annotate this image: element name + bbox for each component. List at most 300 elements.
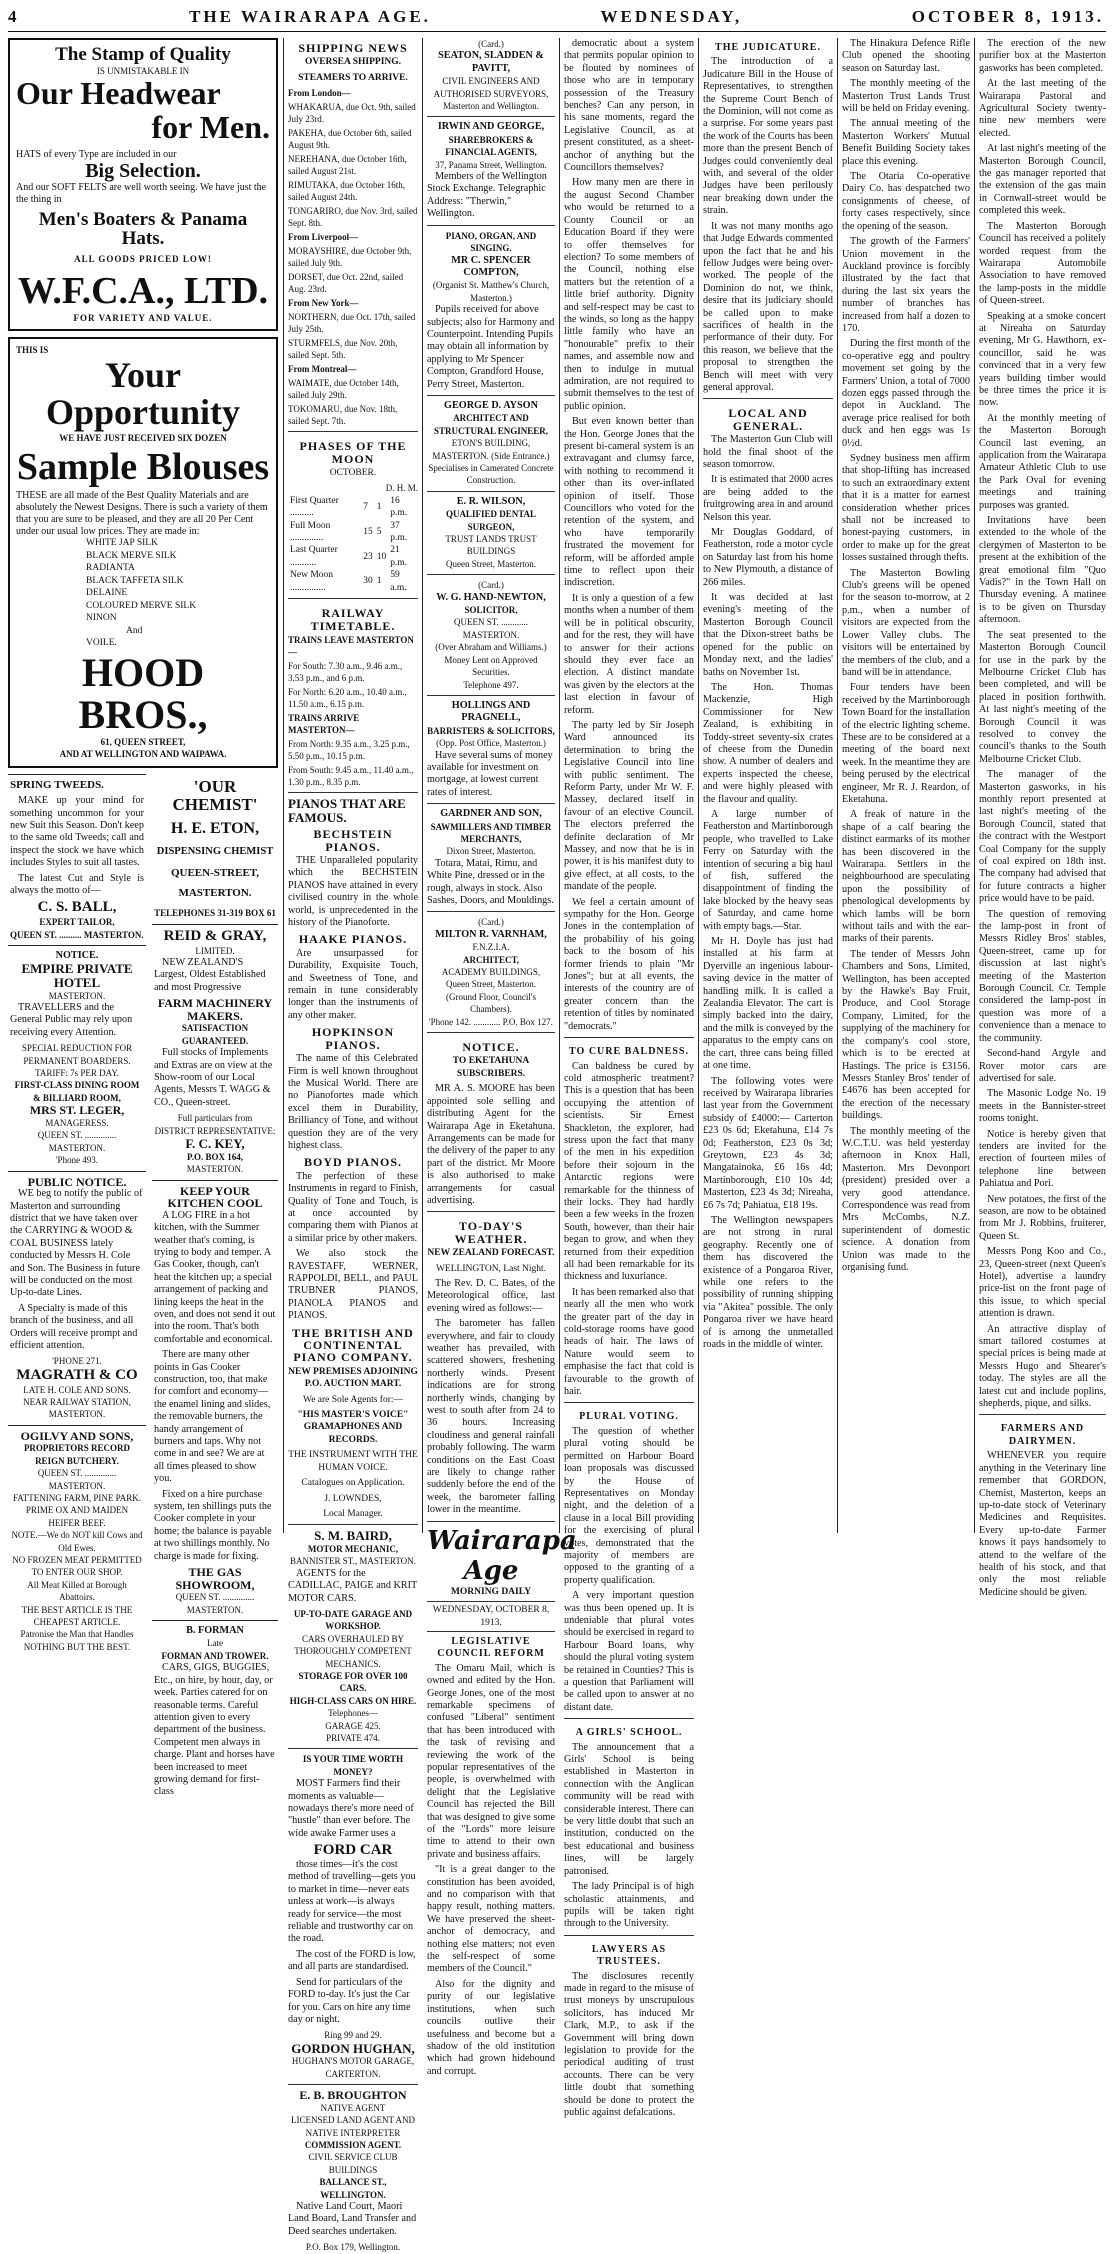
column-rule bbox=[837, 38, 838, 1533]
article-lawyers bbox=[564, 1935, 694, 2120]
table-cell: 23 bbox=[363, 551, 373, 562]
ad-brand: S. M. BAIRD, bbox=[314, 1528, 392, 1544]
list-item: WAIMATE, due October 14th, sailed July 29th. bbox=[288, 378, 399, 401]
ad-text: And our SOFT FELTS are well worth seeing. We have just the the thing in bbox=[16, 181, 267, 205]
card-text: 'Phone 142. ............ P.O. Box 127. bbox=[429, 1016, 553, 1027]
article-paragraph: The annual meeting of the Masterton Workers' Mutual Benefit Building Society takes place this evening. bbox=[842, 118, 970, 167]
article-baldness bbox=[564, 1037, 694, 1398]
table-cell: New Moon ............... bbox=[290, 570, 334, 593]
ad-text: NATIVE AGENT bbox=[320, 2102, 386, 2113]
table-cell: First Quarter .......... bbox=[290, 495, 339, 519]
card-text: PIANO, ORGAN, AND SINGING. bbox=[445, 230, 537, 254]
article-paragraph: Also for the dignity and purity of our legislative institutions, when such councils outlive their usefulness and become but a shadow of the old institution which had grown hidebound and corrupt. bbox=[427, 1978, 555, 2077]
article-paragraph: The introduction of a Judicature Bill in the House of Representatives, to strengthen the Supreme Court Bench of the Dominion, will not come as a surprise. For some years past the work of the Courts has been more than the present Bench of Judges could conveniently deal with, and several of the older Judges have been perilously near breaking down under the strain. bbox=[703, 56, 833, 217]
card-text: ARCHITECT AND STRUCTURAL ENGINEER, bbox=[433, 413, 549, 436]
article-paragraph: Sydney business men affirm that shop-lifting has increased to such an extraordinary extent that it is a matter for earnest consideration whether prices shall not be increased to honest-paying customers, in order to make up for the great losses sustained through thefts. bbox=[842, 453, 970, 564]
section-title: NOTICE. bbox=[462, 1040, 520, 1055]
masthead-date: OCTOBER 8, 1913. bbox=[911, 7, 1104, 26]
ad-text: WE beg to notify the public of Masterton and surrounding district that we have taken over the CARRYING & WOOD & COAL BUSINESS lately conducted by Messrs H. Cole and Son. The Business in future will be conducted on the most Up-to-date Lines. bbox=[10, 1188, 143, 1299]
card-text: (Organist St. Matthew's Church, Masterton.) bbox=[432, 280, 550, 303]
article-paragraph: The announcement that a Girls' School is being established in Masterton in connection with the Anglican community will be read with considerable interest. There can be very little doubt that such an institution, conducted on the best educational and business lines, will be largely patronised. bbox=[564, 1741, 694, 1877]
column-6 bbox=[703, 38, 833, 1533]
list-item: NEREHANA, due October 16th, sailed August 21st. bbox=[288, 154, 407, 177]
card-text: Telephone 497. bbox=[463, 679, 519, 690]
list-item: BLACK MERVE SILK bbox=[86, 550, 177, 561]
column-7 bbox=[842, 38, 970, 1533]
ad-reid-gray bbox=[152, 924, 278, 1180]
ad-headline: Your Opportunity bbox=[45, 354, 241, 433]
list-item: NINON bbox=[86, 613, 117, 624]
ad-text: PROPRIETORS RECORD REIGN BUTCHERY. bbox=[23, 1443, 131, 1466]
card-text: (Opp. Post Office, Masterton.) bbox=[436, 738, 546, 749]
card-irwin-george bbox=[427, 116, 555, 220]
card-text: ARCHITECT, bbox=[462, 954, 520, 965]
masthead-title: THE WAIRARAPA AGE. bbox=[189, 7, 431, 26]
ad-text: MASTERTON. bbox=[186, 1164, 244, 1175]
section-subtitle: TO EKETAHUNA SUBSCRIBERS. bbox=[452, 1056, 530, 1079]
card-text: ACADEMY BUILDINGS, bbox=[441, 967, 541, 978]
article-paragraph: Mr Douglas Goddard, of Featherston, rode a motor cycle on Saturday last from his home to New Plymouth, a distance of 266 miles. bbox=[703, 527, 833, 588]
ad-text: FATTENING FARM, PINE PARK. bbox=[12, 1492, 142, 1503]
table-cell: 1 bbox=[376, 502, 382, 513]
section-subtitle: OCTOBER. bbox=[329, 468, 377, 479]
ad-headline: for Men. bbox=[151, 108, 270, 145]
card-varnham bbox=[427, 911, 555, 1028]
ad-text: LICENSED LAND AGENT AND NATIVE INTERPRETER bbox=[290, 2115, 416, 2138]
moon-table bbox=[288, 495, 418, 594]
ad-text: MAKE up your mind for something uncommon for your new Suit this Season. Don't keep to the same old Tweeds; call and inspect the stock we have which includes Styles to suit all tastes. bbox=[10, 795, 144, 869]
ad-text: The perfection of these Instruments in regard to Finish, Quality of Tone and Touch, is at once accounted by comparing them with Pianos at a similar price by other makers. bbox=[288, 1170, 418, 1244]
section-title: SHIPPING NEWS bbox=[298, 41, 408, 55]
ad-headline: KEEP YOUR KITCHEN COOL bbox=[167, 1183, 263, 1211]
ad-text: TARIFF: 7s PER DAY. bbox=[35, 1068, 119, 1079]
article-paragraph: Second-hand Argyle and Rover motor cars are advertised for sale. bbox=[979, 1048, 1106, 1084]
card-text: F.N.Z.I.A. bbox=[472, 942, 510, 953]
card-name: GEORGE D. AYSON bbox=[444, 399, 538, 411]
weather-report bbox=[427, 1211, 555, 1516]
article-paragraph: Notice is hereby given that tenders are invited for the erection of fourteen miles of telephone line between Pahiatua and Pori. bbox=[979, 1128, 1106, 1190]
ad-text: PRIVATE 474. bbox=[326, 1733, 380, 1744]
section-title: THE JUDICATURE. bbox=[715, 42, 821, 53]
ad-text: FIRST-CLASS DINING ROOM & BILLIARD ROOM, bbox=[14, 1080, 140, 1103]
ad-text: GARAGE 425. bbox=[325, 1720, 381, 1731]
list-item: DELAINE bbox=[86, 588, 128, 599]
card-text: Totara, Matai, Rimu, and White Pine, dressed or in the rough, always in stock. Also Sashes, Doors, and Mouldings. bbox=[427, 857, 554, 906]
list-item: RIMUTAKA, due October 16th, sailed August 24th. bbox=[288, 180, 406, 203]
section-title: FARMERS AND DAIRYMEN. bbox=[1000, 1423, 1085, 1447]
list-item: STURMFELS, due Nov. 20th, sailed Sept. 5th. bbox=[288, 338, 398, 361]
ad-text: COMMISSION AGENT. bbox=[304, 2140, 402, 2150]
table-row bbox=[288, 495, 418, 520]
ad-text: BANNISTER ST., MASTERTON. bbox=[290, 1556, 416, 1567]
ad-brand: C. S. BALL, bbox=[37, 899, 117, 916]
ad-text: P.O. Box 179, Wellington. bbox=[305, 2242, 401, 2253]
card-hand-newton bbox=[427, 574, 555, 691]
list-item: TOKOMARU, due Nov. 18th, sailed Sept. 7th. bbox=[288, 404, 398, 427]
notice-eketahuna bbox=[427, 1032, 555, 1207]
table-cell: Last Quarter ........... bbox=[290, 545, 338, 568]
ad-gas-showroom bbox=[152, 1180, 278, 1621]
card-seaton bbox=[427, 38, 555, 112]
article-girls-school bbox=[564, 1718, 694, 1931]
nameplate-title: Wairarapa Age bbox=[427, 1525, 577, 1586]
ad-headline: EMPIRE PRIVATE HOTEL bbox=[21, 961, 133, 990]
ad-headline: FARM MACHINERY MAKERS. bbox=[157, 996, 273, 1023]
ad-brand: THE BRITISH AND CONTINENTAL PIANO COMPANY. bbox=[292, 1325, 414, 1365]
table-cell: 16 p.m. bbox=[390, 495, 408, 519]
card-name: GARDNER AND SON, bbox=[440, 808, 542, 820]
article-paragraph: It was not many months ago that Judge Edwards commented upon the fact that he and his fellow Judges were being over-worked. The people of the Dominion do not, we think, desire that its judiciary should be called upon to make sacrifices of health in the performance of their duty. For this reason, we believe that the proposal to strengthen the Bench will meet with very general approval. bbox=[703, 220, 833, 393]
list-item: MORAYSHIRE, due October 9th, sailed July 9th. bbox=[288, 246, 412, 269]
card-text: Pupils received for above subjects; also for Harmony and Counterpoint. Intending Pupils may obtain all information by applying to Mr Spencer Compton, Grandford House, Perry Street, Masterton. bbox=[427, 304, 555, 390]
article-paragraph: The growth of the Farmers' Union movement in the Auckland province is forcibly illustrated by the fact that during the last six years the number of branches has increased from half a dozen to 170. bbox=[842, 236, 970, 334]
card-text: Queen Street, Masterton. bbox=[446, 558, 536, 569]
ad-text: MASTERTON. bbox=[178, 887, 252, 900]
ad-ogilvy bbox=[8, 1425, 146, 1658]
masthead bbox=[8, 4, 1104, 30]
ad-text: MOST Farmers find their moments as valuable—nowadays there's more need of "hustle" than ever before. The wide awake Farmer uses a bbox=[288, 1778, 414, 1839]
article-paragraph: Messrs Pong Koo and Co., 23, Queen-street (next Queen's Hotel), advertise a laundry price-list on the front page of this issue, to which special attention is drawn. bbox=[979, 1246, 1106, 1320]
ad-text: Ring 99 and 29. bbox=[324, 2030, 382, 2041]
ad-text: AND AT WELLINGTON AND WAIPAWA. bbox=[59, 749, 227, 760]
article-paragraph: Speaking at a smoke concert at Nireaha on Saturday evening, Mr G. Hawthorn, ex-councillor, said he was convinced that in a very few years building timber would be three times the price it is now. bbox=[979, 310, 1106, 409]
article-paragraph: WHENEVER you require anything in the Veterinary line remember that GORDON, Chemist, Masterton, keeps an up-to-date stock of Veterinary Medicines and Requisites. Every up-to-date Farmer knows it pays handsomely to attend to the welfare of the health of his stock, and that only the most reliable Medicine should be given. bbox=[979, 1450, 1106, 1598]
card-gardner bbox=[427, 803, 555, 907]
list-item: For South: 7.30 a.m., 9.46 a.m., 3.53 p.m., and 6 p.m. bbox=[288, 660, 403, 683]
ad-text: The name of this Celebrated Firm is well known throughout the Musical World. There are no Pianofortes made which excel them in Durability, Brilliancy of Tone, and without question they are of the very highest class. bbox=[288, 1053, 418, 1151]
ad-text: DISTRICT REPRESENTATIVE: bbox=[154, 1125, 276, 1136]
table-cell: 15 bbox=[363, 526, 373, 537]
article-paragraph: At last night's meeting of the Masterton Borough Council, the gas manager reported that the extension of the gas main in Cornwall-street would be completed this week. bbox=[979, 143, 1106, 217]
ad-headline: 'OUR CHEMIST' bbox=[172, 776, 258, 814]
article-paragraph: At the monthly meeting of the Masterton Borough Council last evening, an application from the Wairarapa Amateur Athletic Club to use the Park Oval for evening meetings and training purposes was granted. bbox=[979, 412, 1106, 511]
ad-text: NOTICE. bbox=[55, 949, 99, 961]
article-paragraph: The question of removing the lamp-post in front of Messrs Ridley Bros' stables, Queen-street, came up for discussion at last night's meeting of the Masterton Borough Council. Cr. Temple considered the lamp-post in question was more of a convenience than a menace to the community. bbox=[979, 908, 1106, 1044]
article-judicature bbox=[703, 42, 833, 394]
ad-eton-chemist bbox=[152, 774, 278, 924]
section-subtitle: OVERSEA SHIPPING. bbox=[304, 57, 402, 68]
ad-text: A Specialty is made of this branch of the business, and all Orders will receive prompt and efficient attention. bbox=[10, 1302, 138, 1351]
list-item: TONGARIRO, due Nov. 3rd, sailed Sept. 8th. bbox=[288, 206, 418, 229]
ad-subhead: BOYD PIANOS. bbox=[303, 1155, 402, 1170]
section-title: PLURAL VOTING. bbox=[579, 1411, 679, 1423]
ad-text: UP-TO-DATE GARAGE AND WORKSHOP. bbox=[293, 1608, 413, 1632]
ad-text: HIGH-CLASS CARS ON HIRE. bbox=[289, 1695, 417, 1706]
card-text: QUEEN ST. ............ MASTERTON. bbox=[453, 617, 529, 640]
ad-text: TRAVELLERS and the General Public may rely upon receiving every Attention. bbox=[10, 1002, 133, 1038]
ad-headline: Big Selection. bbox=[85, 159, 201, 182]
table-cell: 7 bbox=[363, 502, 369, 513]
article-paragraph: During the first month of the co-operative egg and poultry movement set going by the Farmers' Union, a total of 7000 dozen eggs passed through the depot in Auckland. The average price realised for both duck and hen eggs was 1s 0½d. bbox=[842, 338, 970, 449]
article-paragraph: The tender of Messrs John Chambers and Sons, Limited, Wellington, has been accepted by the Hawke's Bay Fruit, Produce, and Cool Storage Company, Limited, for the supplying of the machinery for the company's cool store, which is to be erected at Hastings. The price is £3156. Messrs Stanley Bros' tender of £4676 has been accepted for the erection of the necessary buildings. bbox=[842, 948, 970, 1122]
ad-hood-bros bbox=[8, 337, 278, 768]
ad-text: ALL GOODS PRICED LOW! bbox=[74, 254, 212, 265]
col1-right-stack bbox=[152, 774, 278, 1806]
list-item: COLOURED MERVE SILK bbox=[86, 600, 197, 611]
ad-headline: SPRING TWEEDS. bbox=[10, 778, 104, 791]
card-text: (Ground Floor, Council's Chambers). bbox=[445, 991, 536, 1015]
table-cell: Full Moon .............. bbox=[290, 520, 331, 544]
article-paragraph: MR A. S. MOORE has been appointed sole selling and distributing Agent for the Wairarapa Age in Eketahuna. Arrangements can be made for the delivery of the paper to any part of the district. Mr Moore is also authorised to make arrangements for casual advertising. bbox=[427, 1083, 555, 1206]
article-paragraph: New potatoes, the first of the season, are now to be obtained from Mr J. Robbins, fruiterer, Queen St. bbox=[979, 1193, 1106, 1242]
shipping-origin: From London— bbox=[288, 88, 351, 99]
paper-nameplate bbox=[427, 1521, 577, 1632]
list-item: From North: 9.35 a.m., 3.25 p.m., 5.50 p.m., 10.15 p.m. bbox=[288, 738, 410, 761]
ad-text: CIVIL SERVICE CLUB BUILDINGS bbox=[308, 2152, 398, 2175]
article-paragraph: A freak of nature in the shape of a calf bearing the distinct earmarks of its mother has been discovered in the Wairarapa. Settlers in the neighbourhood are speculating upon the possibility of phenological developments by which lambs will be born without tails and with the ear-marks of their parents. bbox=[842, 809, 970, 945]
article-paragraph: It is only a question of a few months when a number of them will be in political obscurity, and for the rest, they will have to answer for their actions should they ever face an election. A distinct mandate was given by the electors at the last election in favour of reform. bbox=[564, 592, 694, 716]
card-ayson bbox=[427, 395, 555, 487]
ad-text: NO FROZEN MEAT PERMITTED TO ENTER OUR SHOP. bbox=[12, 1555, 142, 1578]
card-text: (Over Abraham and Williams.) bbox=[435, 642, 547, 653]
card-text: Dixon Street, Masterton. bbox=[446, 846, 536, 857]
section-subtitle: NEW ZEALAND FORECAST. bbox=[427, 1248, 555, 1259]
ad-brand: FORD CAR bbox=[313, 1842, 393, 1859]
table-cell: 30 bbox=[363, 576, 373, 587]
card-name: HOLLINGS AND PRAGNELL, bbox=[451, 699, 531, 724]
ad-text: FORMAN AND TROWER. bbox=[161, 1650, 269, 1661]
list-item: And bbox=[126, 625, 143, 636]
article-paragraph: The party led by Sir Joseph Ward announced its determination to bring the Legislative Council into line with public sentiment. The Reform Party, under Mr W. F. Massey, declared itself in favour of an elective Council. The electors preferred the definite declaration of Mr Massey, and now that he is in power, it is his manifest duty to give effect, at all costs, to the mandate of the people. bbox=[564, 719, 694, 893]
article-paragraph: The Otaria Co-operative Dairy Co. has despatched two consignments of cheese, of forty cases respectively, since the opening of the season. bbox=[842, 171, 970, 232]
article-paragraph: The following votes were received by Wairarapa libraries last year from the Government subsidy of £4000:— Carterton £23 0s 6d; Eketahuna, £14 7s 0d; Featherston, £23 0s 3d; Greytown, £23 4s 3d; Mangatainoka, £6 16s 4d; Martinborough, £10 10s 4d; Masterton, £23 4s 3d; Nireaha, £6 7s 7d; Pahiatua, £18 19s. bbox=[703, 1075, 833, 1211]
ad-brand: REID & GRAY, bbox=[163, 927, 267, 944]
ad-text: 'Phone 493. bbox=[55, 1155, 99, 1166]
ad-text: CARS, GIGS, BUGGIES, Etc., on hire, by hour, day, or week. Parties catered for on reasonable terms. Careful attention given to every department of the business. Competent men always in charge. Plant and horses have been increased to meet growing demand for first-class bbox=[154, 1662, 275, 1798]
ad-text: MOTOR MECHANIC, bbox=[307, 1543, 399, 1554]
ad-text: NEAR RAILWAY STATION, bbox=[23, 1396, 131, 1407]
ad-headline: IS YOUR TIME WORTH MONEY? bbox=[302, 1754, 404, 1777]
table-cell: 37 p.m. bbox=[390, 520, 408, 544]
list-item: WHITE JAP SILK bbox=[86, 538, 158, 549]
ad-headline: Our Headwear bbox=[16, 75, 221, 112]
card-name: E. R. WILSON, bbox=[456, 495, 526, 507]
section-subtitle: STEAMERS TO ARRIVE. bbox=[298, 72, 408, 83]
section-title: RAILWAY TIMETABLE. bbox=[310, 606, 396, 633]
card-text: CIVIL ENGINEERS AND AUTHORISED SURVEYORS, bbox=[433, 76, 549, 99]
card-text: Masterton and Wellington. bbox=[443, 101, 539, 112]
article-paragraph: The Hon. Thomas Mackenzie, High Commissioner for New Zealand, is exhibiting in Toddy-street seventy-six crates of cheese from the Dunedin show. A number of dealers and experts inspected the cheese, and were highly pleased with the flavour and quality. bbox=[703, 681, 833, 805]
article-paragraph: A large number of Featherston and Martinborough people, who travelled to Lake Ferry on Saturday with the intention of securing a big haul of fish, suffered the disappointment of finding the lake blocked by the heavy seas of Saturday, and came home with empty bags.—Star. bbox=[703, 808, 833, 932]
ad-text: NOTE.—We do NOT kill Cows and Old Ewes. bbox=[11, 1530, 143, 1553]
list-item: TRAINS ARRIVE MASTERTON— bbox=[288, 712, 360, 735]
ad-headline: Sample Blouses bbox=[16, 445, 270, 488]
article-paragraph: The manager of the Masterton gasworks, in his monthly report presented at last night's meeting of the Borough Council, stated that the contract with the Westport Coal Company for the supply of coal expired on 18th inst. The company had advised that for future contracts a higher price would have to be paid. bbox=[979, 769, 1106, 905]
ad-text: NEW PREMISES ADJOINING P.O. AUCTION MART. bbox=[288, 1366, 418, 1390]
article-paragraph: An attractive display of smart tailored costumes at special prices is being made at Messrs Hugo and Shearer's today. The styles are all the latest cut and include poplins, shepherds, pique, and silks. bbox=[979, 1323, 1106, 1410]
ad-brand: OGILVY AND SONS, bbox=[20, 1428, 134, 1443]
card-text: TRUST LANDS TRUST BUILDINGS bbox=[445, 534, 537, 557]
ad-text: AGENTS for the CADILLAC, PAIGE and KRIT MOTOR CARS. bbox=[288, 1567, 418, 1604]
ad-text: DISPENSING CHEMIST bbox=[156, 846, 274, 858]
card-text: Members of the Wellington Stock Exchange. Telegraphic Address: "Therwin," Wellington. bbox=[427, 171, 547, 220]
article-paragraph: The disclosures recently made in regard to the misuse of trust moneys by unscrupulous solicitors, has induced Mr Clark, M.P., to ask if the Government will bring down legislation to provide for the periodical auditing of trust accounts. There can be very little doubt that something should be done to protect the public against defalcations. bbox=[564, 1970, 694, 2118]
ad-text: STORAGE FOR OVER 100 CARS. bbox=[298, 1671, 408, 1694]
list-item: From South: 9.45 a.m., 11.40 a.m., 1.30 p.m., 8.35 p.m. bbox=[288, 764, 414, 787]
card-text: Money Lent on Approved Securities. bbox=[444, 654, 538, 678]
section-title: TO-DAY'S WEATHER. bbox=[454, 1219, 528, 1246]
card-text: BARRISTERS & SOLICITORS, bbox=[427, 725, 555, 736]
article-paragraph: democratic about a system that permits popular opinion to be flouted by nominees of those who are in temporary possession of the Treasury benches? Can any person, in his sane moments, regard the Legislative Council, as at present constituted, as a sheet-anchor of anything but the Councillors themselves? bbox=[564, 38, 694, 174]
card-hollings bbox=[427, 695, 555, 799]
article-paragraph: The question of whether plural voting should be permitted on Harbour Board loan proposals was discussed by the House of Representatives on Monday night, and the deletion of a clause in a local Bill providing for the exercising of plural votes, demonstrated that the majority of members are opposed to the granting of a property qualification. bbox=[564, 1425, 694, 1586]
ad-pianos bbox=[288, 792, 418, 1520]
section-title: LAWYERS AS TRUSTEES. bbox=[591, 1943, 667, 1968]
card-text: Specialises in Camerated Concrete Construction. bbox=[428, 463, 554, 486]
ad-farmers-dairymen bbox=[979, 1414, 1106, 1599]
ad-text: THE BEST ARTICLE IS THE CHEAPEST ARTICLE. bbox=[21, 1604, 133, 1628]
fabric-list bbox=[16, 538, 270, 649]
card-text: Queen Street, Masterton. bbox=[446, 979, 536, 990]
ad-text: HATS of every Type are included in our bbox=[16, 148, 177, 160]
list-item: BLACK TAFFETA SILK bbox=[86, 575, 184, 586]
ad-text: The latest Cut and Style is always the motto of— bbox=[10, 872, 144, 896]
card-text: SAWMILLERS AND TIMBER MERCHANTS, bbox=[430, 821, 552, 844]
card-text: SOLICITOR, bbox=[464, 605, 518, 616]
ad-text: Local Manager. bbox=[323, 1508, 383, 1519]
article-paragraph: How many men are there in the august Second Chamber who would be returned to a County Council or an Education Board if they were to offer themselves for election? To some members of the Council, nothing else matters but the retention of a little brief authority. Dignity and self-respect may be cast to the winds, so long as the happy little family who have an "honourable" prefix to their names, and assemble now and then to indulge in mutual admiration, are not required to submit themselves to the test of public opinion. bbox=[564, 177, 694, 412]
table-cell: 1 bbox=[376, 576, 382, 587]
list-item: VOILE. bbox=[86, 638, 117, 649]
article-paragraph: The Omaru Mail, which is owned and edited by the Hon. George Jones, one of the most remarkable specimens of confused "Liberal" sentiment that has been introduced with the task of revising and reviewing the work of the popular representatives of the people, is overwhelmed with delight that the Legislative Council has rejected the Bill that was designed to give some of the "Lords" more leisure time to attend to their own private and business affairs. bbox=[427, 1662, 555, 1860]
shipping-origin: From Montreal— bbox=[288, 364, 357, 375]
section-title: TO CURE BALDNESS. bbox=[569, 1046, 689, 1058]
list-item: WHAKARUA, due Oct. 9th, sailed July 23rd. bbox=[288, 102, 416, 125]
column-rule bbox=[698, 38, 699, 1533]
section-title: LOCAL AND GENERAL. bbox=[728, 406, 808, 433]
ad-brand: E. B. BROUGHTON bbox=[299, 2088, 407, 2103]
ad-brand: GORDON HUGHAN, bbox=[291, 2040, 415, 2056]
card-text: ETON'S BUILDING, MASTERTON. (Side Entrance.) bbox=[432, 438, 550, 461]
ad-text: LATE H. COLE AND SONS. bbox=[23, 1384, 131, 1395]
ad-text: EXPERT TAILOR, bbox=[39, 917, 115, 928]
article-paragraph: The Masterton Gun Club will hold the final shoot of the season tomorrow. bbox=[703, 434, 833, 470]
column-rule bbox=[422, 38, 423, 1533]
ad-text: There are many other points in Gas Cooker construction, too, that make for comfort and economy—the enamel lining and slides, the removable burners, the handy arrangement of burners and taps. Why not come in and see? We are at all times pleased to show you. bbox=[154, 1349, 271, 1485]
table-cell: 21 p.m. bbox=[390, 545, 408, 568]
ad-subhead: HAAKE PIANOS. bbox=[298, 932, 408, 947]
article-paragraph: The Wellington newspapers are not strong in rural geography. Recently one of them has discovered the existence of a Pongaroa River, while one refers to the possibility of running shipping via "Akitea" possible. The only Pongaroa river we have heard of is among the unmetalled roads in the middle of winter. bbox=[703, 1214, 833, 1351]
ad-text: those times—it's the cost method of travelling—gets you to market in time—never eats unless at work—is always ready for service—the most reliable and trustworthy car on the road. bbox=[288, 1859, 416, 1945]
article-paragraph: The monthly meeting of the Masterton Trust Lands Trust will be held on Friday evening. bbox=[842, 78, 970, 115]
ad-forman bbox=[152, 1620, 278, 1806]
ad-text: QUEEN ST. .............. MASTERTON. bbox=[175, 1592, 255, 1615]
table-row bbox=[288, 569, 418, 594]
article-plural-voting bbox=[564, 1402, 694, 1714]
ad-text: QUEEN ST. .............. MASTERTON. bbox=[37, 1130, 117, 1153]
article-paragraph: The seat presented to the Masterton Borough Council for use in the park by the Melbourne Cricket Club has been completed, and will be placed in position forthwith. At last night's meeting of the Borough Council it was resolved to convey the council's thanks to the South Melbourne Cricket Club. bbox=[979, 629, 1106, 765]
article-paragraph: The Masonic Lodge No. 19 meets in the Bannister-street rooms tonight. bbox=[979, 1088, 1106, 1125]
ad-headline: PUBLIC NOTICE. bbox=[27, 1174, 127, 1189]
card-text: 37, Panama Street, Wellington. bbox=[435, 159, 547, 170]
ad-text: QUEEN ST. .......... MASTERTON. bbox=[10, 929, 144, 940]
article-dateline: WELLINGTON, Last Night. bbox=[435, 1263, 547, 1274]
ad-text: NEW ZEALAND'S Largest, Oldest Established and most Progressive bbox=[154, 956, 266, 993]
ad-subhead: HOPKINSON PIANOS. bbox=[311, 1025, 395, 1052]
article-paragraph: At the last meeting of the Wairarapa Pastoral and Agricultural Society twenty-nine new members were elected. bbox=[979, 78, 1106, 139]
ad-text: Native Land Court, Maori Land Board, Land Transfer and Deed searches undertaken. bbox=[288, 2201, 417, 2237]
table-cell: 59 a.m. bbox=[390, 570, 407, 593]
ad-text: We are Sole Agents for:— bbox=[302, 1394, 403, 1405]
ad-text: Catalogues on Application. bbox=[301, 1478, 405, 1489]
ad-text: The cost of the FORD is low, and all parts are standardised. bbox=[288, 1948, 416, 1973]
article-paragraph: The Masterton Borough Council has received a politely worded request from the Wairarapa Automobile Association to have removed the lamp-posts in the middle of Queen-street. bbox=[979, 220, 1106, 307]
card-text: QUALIFIED DENTAL SURGEON, bbox=[445, 509, 537, 532]
table-cell: 5 bbox=[376, 526, 382, 537]
card-label: (Card.) bbox=[478, 39, 504, 49]
ad-text: 61, QUEEN STREET, bbox=[100, 736, 186, 747]
list-item: RADIANTA bbox=[86, 563, 135, 574]
editorial-council bbox=[427, 1636, 555, 2078]
ad-text: 'PHONE 271. bbox=[52, 1356, 102, 1367]
ad-text: CARS OVERHAULED BY THOROUGHLY COMPETENT MECHANICS. bbox=[294, 1633, 412, 1669]
ad-text: THE Unparalleled popularity which the BECHSTEIN PIANOS have attained in every civilised country in the whole world, is unprecedented in the history of the Pianoforte. bbox=[288, 855, 418, 929]
table-cell: 10 bbox=[376, 551, 387, 562]
list-item: For North: 6.20 a.m., 10.40 a.m., 11.50 a.m., 6.15 p.m. bbox=[288, 686, 407, 709]
nameplate-subtitle: MORNING DAILY bbox=[450, 1586, 532, 1597]
card-name: SEATON, SLADDEN & PAVITT, bbox=[438, 50, 544, 74]
ad-brand: H. E. ETON, bbox=[170, 820, 260, 838]
page-number: 4 bbox=[8, 7, 20, 26]
ad-text: SPECIAL REDUCTION FOR PERMANENT BOARDERS. bbox=[21, 1043, 133, 1066]
article-paragraph: The monthly meeting of the W.C.T.U. was held yesterday afternoon in Knox Hall, Masterton. Mrs Devonport (president) presided over a very good attendance. Correspondence was read from Mrs McCombs, N.Z. superintendent of domestic science. A donation from Union was made to the organising fund. bbox=[842, 1125, 970, 1273]
article-paragraph: It has been remarked also that nearly all the men who work the greater part of the day in cold-storage rooms have good heads of hair. The laws of Nature would seem to emphasise the fact that cold is favourable to the growth of hair. bbox=[564, 1286, 694, 1398]
section-title: A GIRLS' SCHOOL. bbox=[575, 1727, 683, 1739]
article-paragraph: The Rev. D. C. Bates, of the Meteorological office, last evening wired as follows:— bbox=[427, 1277, 555, 1314]
ad-text: HUGHAN'S MOTOR GARAGE, bbox=[291, 2056, 415, 2067]
card-text: SHAREBROKERS & FINANCIAL AGENTS, bbox=[445, 134, 537, 158]
card-text: Have several sums of money available for investment on mortgage, at lowest current rates of interest. bbox=[427, 749, 553, 798]
masthead-day: WEDNESDAY, bbox=[600, 7, 743, 26]
column-8 bbox=[979, 38, 1106, 1598]
card-wilson bbox=[427, 491, 555, 570]
card-name: IRWIN AND GEORGE, bbox=[437, 121, 545, 133]
ad-text: Telephones— bbox=[328, 1708, 378, 1719]
ad-headline: PIANOS THAT ARE FAMOUS. bbox=[288, 795, 406, 825]
card-name: MR C. SPENCER COMPTON, bbox=[451, 254, 531, 278]
list-item: PAKEHA, due October 6th, sailed August 9th. bbox=[288, 128, 412, 151]
ad-brand: F. C. KEY, bbox=[185, 1136, 245, 1152]
ad-text: All Meat Killed at Borough Abattoirs. bbox=[27, 1579, 127, 1603]
ad-text: Are unsurpassed for Durability, Exquisite Touch, and Sweetness of Tone, and remain in tune considerably longer than the instruments of any other maker. bbox=[288, 947, 418, 1021]
ad-text: P.O. BOX 164, bbox=[187, 1151, 243, 1162]
article-paragraph: A very important question was thus been opened up. It is undeniable that plural votes should be exercised in regard to Harbour Board loans, why should the plural voting system be retained in Counties? This is a question that Parliament will be called upon to answer at no distant date. bbox=[564, 1590, 694, 1713]
ad-text: We also stock the RAVESTAFF, WERNER, RAPPOLDI, BELL, and PAUL TRUBNER PIANOS, PIANOLA PIANOS and PIANOS. bbox=[288, 1248, 418, 1322]
col1-left-stack bbox=[8, 774, 146, 1806]
ad-brand: MRS ST. LEGER, bbox=[29, 1103, 125, 1118]
table-row bbox=[288, 520, 418, 545]
article-paragraph: It was decided at last evening's meeting of the Masterton Borough Council that the Dixon-street baths be opened for the public on Monday next, and the ladies' baths on November 1st. bbox=[703, 592, 833, 678]
ad-text: Patronise the Man that Handles NOTHING BUT THE BEST. bbox=[20, 1629, 134, 1652]
article-paragraph: Invitations have been extended to the whole of the clergymen of Masterton to be present at the exhibition of the great emotional film "Quo Vadis?" in the Town Hall on Thursday evening. A matinee is to be given on Thursday afternoon. bbox=[979, 515, 1106, 626]
article-paragraph: The erection of the new purifier box at the Masterton gasworks has been completed. bbox=[979, 38, 1106, 74]
table-header: D. H. M. bbox=[385, 483, 418, 494]
card-name: MILTON R. VARNHAM, bbox=[435, 928, 547, 940]
ad-text: SATISFACTION GUARANTEED. bbox=[181, 1023, 249, 1046]
ad-text: PRIME OX AND MAIDEN HEIFER BEEF. bbox=[25, 1505, 129, 1528]
ad-wfca bbox=[8, 38, 278, 331]
ad-text: J. LOWNDES, bbox=[324, 1493, 382, 1504]
card-label: (Card.) bbox=[478, 917, 504, 928]
ad-broughton bbox=[288, 2084, 418, 2253]
ad-text: THESE are all made of the Best Quality Materials and are absolutely the Newest Designs. There is such a variety of them that you are sure to be pleased, and they are all 20 Per Cent under our usual low prices. They are made in: bbox=[16, 490, 268, 538]
section-title: LEGISLATIVE COUNCIL REFORM bbox=[437, 1635, 545, 1660]
article-paragraph: The barometer has fallen everywhere, and fair to cloudy weather has prevailed, with scattered showers, freshening northerly winds. Present indications are for strong northerly winds, changing by west to south after from 24 to 36 hours. Increasing cloudiness and general rainfall probably following. The warm conditions on the East Coast are likely to change rather suddenly before the end of the week, the barometer falling lower in the meantime. bbox=[427, 1318, 555, 1516]
ad-text: WE HAVE JUST RECEIVED SIX DOZEN bbox=[59, 433, 227, 444]
column-3 bbox=[288, 38, 418, 2253]
article-paragraph: The Masterton Bowling Club's greens will be opened for the season to-morrow, at 2 p.m., when a number of visitors are expected from the Lower Valley clubs. The visitors will be entertained by the members of the club, and a band will be in attendance. bbox=[842, 567, 970, 678]
ad-text: QUEEN-STREET, bbox=[170, 866, 260, 879]
